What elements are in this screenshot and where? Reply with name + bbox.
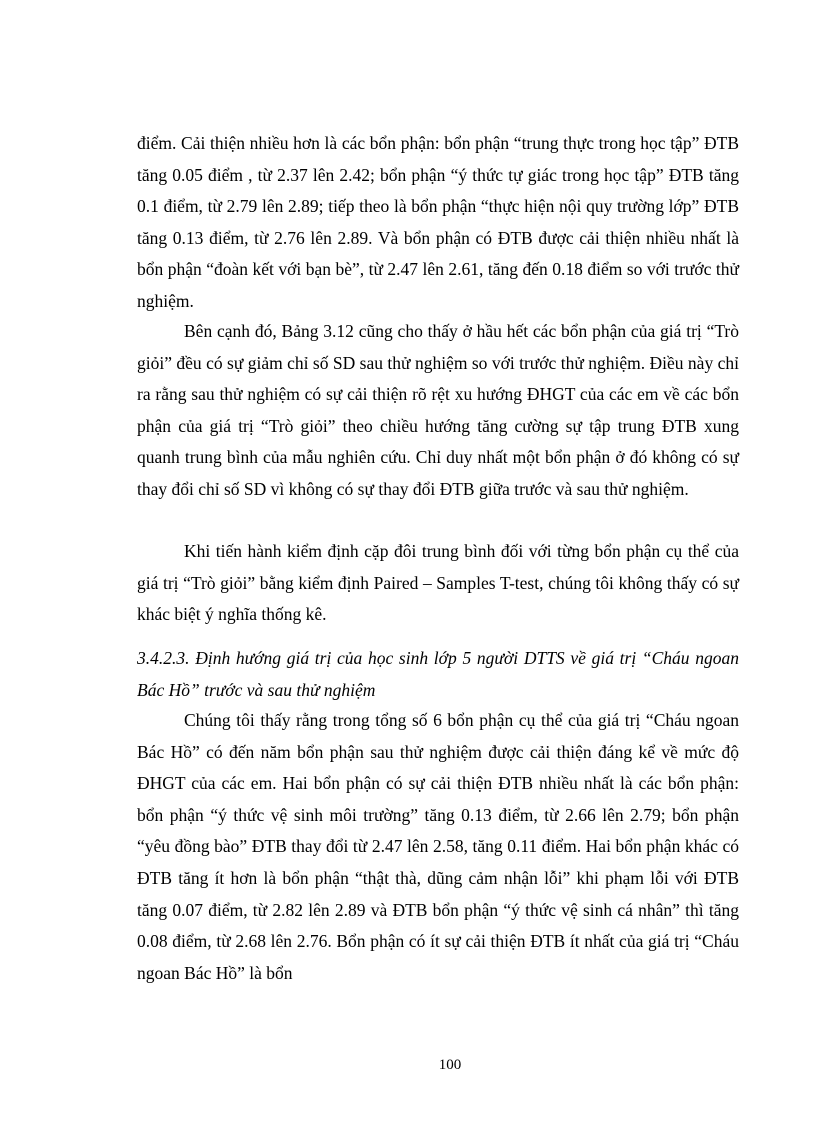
paragraph-t-test: Khi tiến hành kiểm định cặp đôi trung bình đối với từng bổn phận cụ thể của giá trị “Trò giỏi” bằng kiểm định Paired – Samples T-test, chúng tôi không thấy có sự khác biệt ý nghĩa thống kê. — [137, 541, 739, 625]
paragraph-continuation: điểm. Cải thiện nhiều hơn là các bổn phận: bổn phận “trung thực trong học tập” ĐTB tăng 0.05 điểm , từ 2.37 lên 2.42; bổn phận “ý thức tự giác trong học tập” ĐTB tăng 0.1 điểm, từ 2.79 lên 2.89; tiếp theo là bổn phận “thực hiện nội quy trường lớp” ĐTB tăng 0.13 điểm, từ 2.76 lên 2.89. Và bổn phận có ĐTB được cải thiện nhiều nhất là bổn phận “đoàn kết với bạn bè”, từ 2.47 lên 2.61, tăng đến 0.18 điểm so với trước thử nghiệm. — [137, 133, 739, 311]
page-number: 100 — [438, 1057, 462, 1073]
section-heading: 3.4.2.3. Định hướng giá trị của học sinh lớp 5 người DTTS về giá trị “Cháu ngoan Bác Hồ” trước và sau thử nghiệm — [137, 648, 739, 700]
paragraph-sd-analysis: Bên cạnh đó, Bảng 3.12 cũng cho thấy ở hầu hết các bổn phận của giá trị “Trò giỏi” đều có sự giảm chỉ số SD sau thử nghiệm so với trước thử nghiệm. Điều này chỉ ra rằng sau thử nghiệm có sự cải thiện rõ rệt xu hướng ĐHGT của các em về các bổn phận của giá trị “Trò giỏi” theo chiều hướng tăng cường sự tập trung ĐTB xung quanh trung bình của mẫu nghiên cứu. Chỉ duy nhất một bổn phận ở đó không có sự thay đổi chỉ số SD vì không có sự thay đổi ĐTB giữa trước và sau thử nghiệm. — [137, 321, 739, 499]
paragraph-chau-ngoan: Chúng tôi thấy rằng trong tổng số 6 bổn phận cụ thể của giá trị “Cháu ngoan Bác Hồ” có đến năm bổn phận sau thử nghiệm được cải thiện đáng kể về mức độ ĐHGT của các em. Hai bổn phận có sự cải thiện ĐTB nhiều nhất là các bổn phận: bổn phận “ý thức vệ sinh môi trường” tăng 0.13 điểm, từ 2.66 lên 2.79; bổn phận “yêu đồng bào” ĐTB thay đổi từ 2.47 lên 2.58, tăng 0.11 điểm. Hai bổn phận khác có ĐTB tăng ít hơn là bổn phận “thật thà, dũng cảm nhận lỗi” khi phạm lỗi với ĐTB tăng 0.07 điểm, từ 2.82 lên 2.89 và ĐTB bổn phận “ý thức vệ sinh cá nhân” thì tăng 0.08 điểm, từ 2.68 lên 2.76. Bổn phận có ít sự cải thiện ĐTB ít nhất của giá trị “Cháu ngoan Bác Hồ” là bổn — [137, 710, 739, 983]
